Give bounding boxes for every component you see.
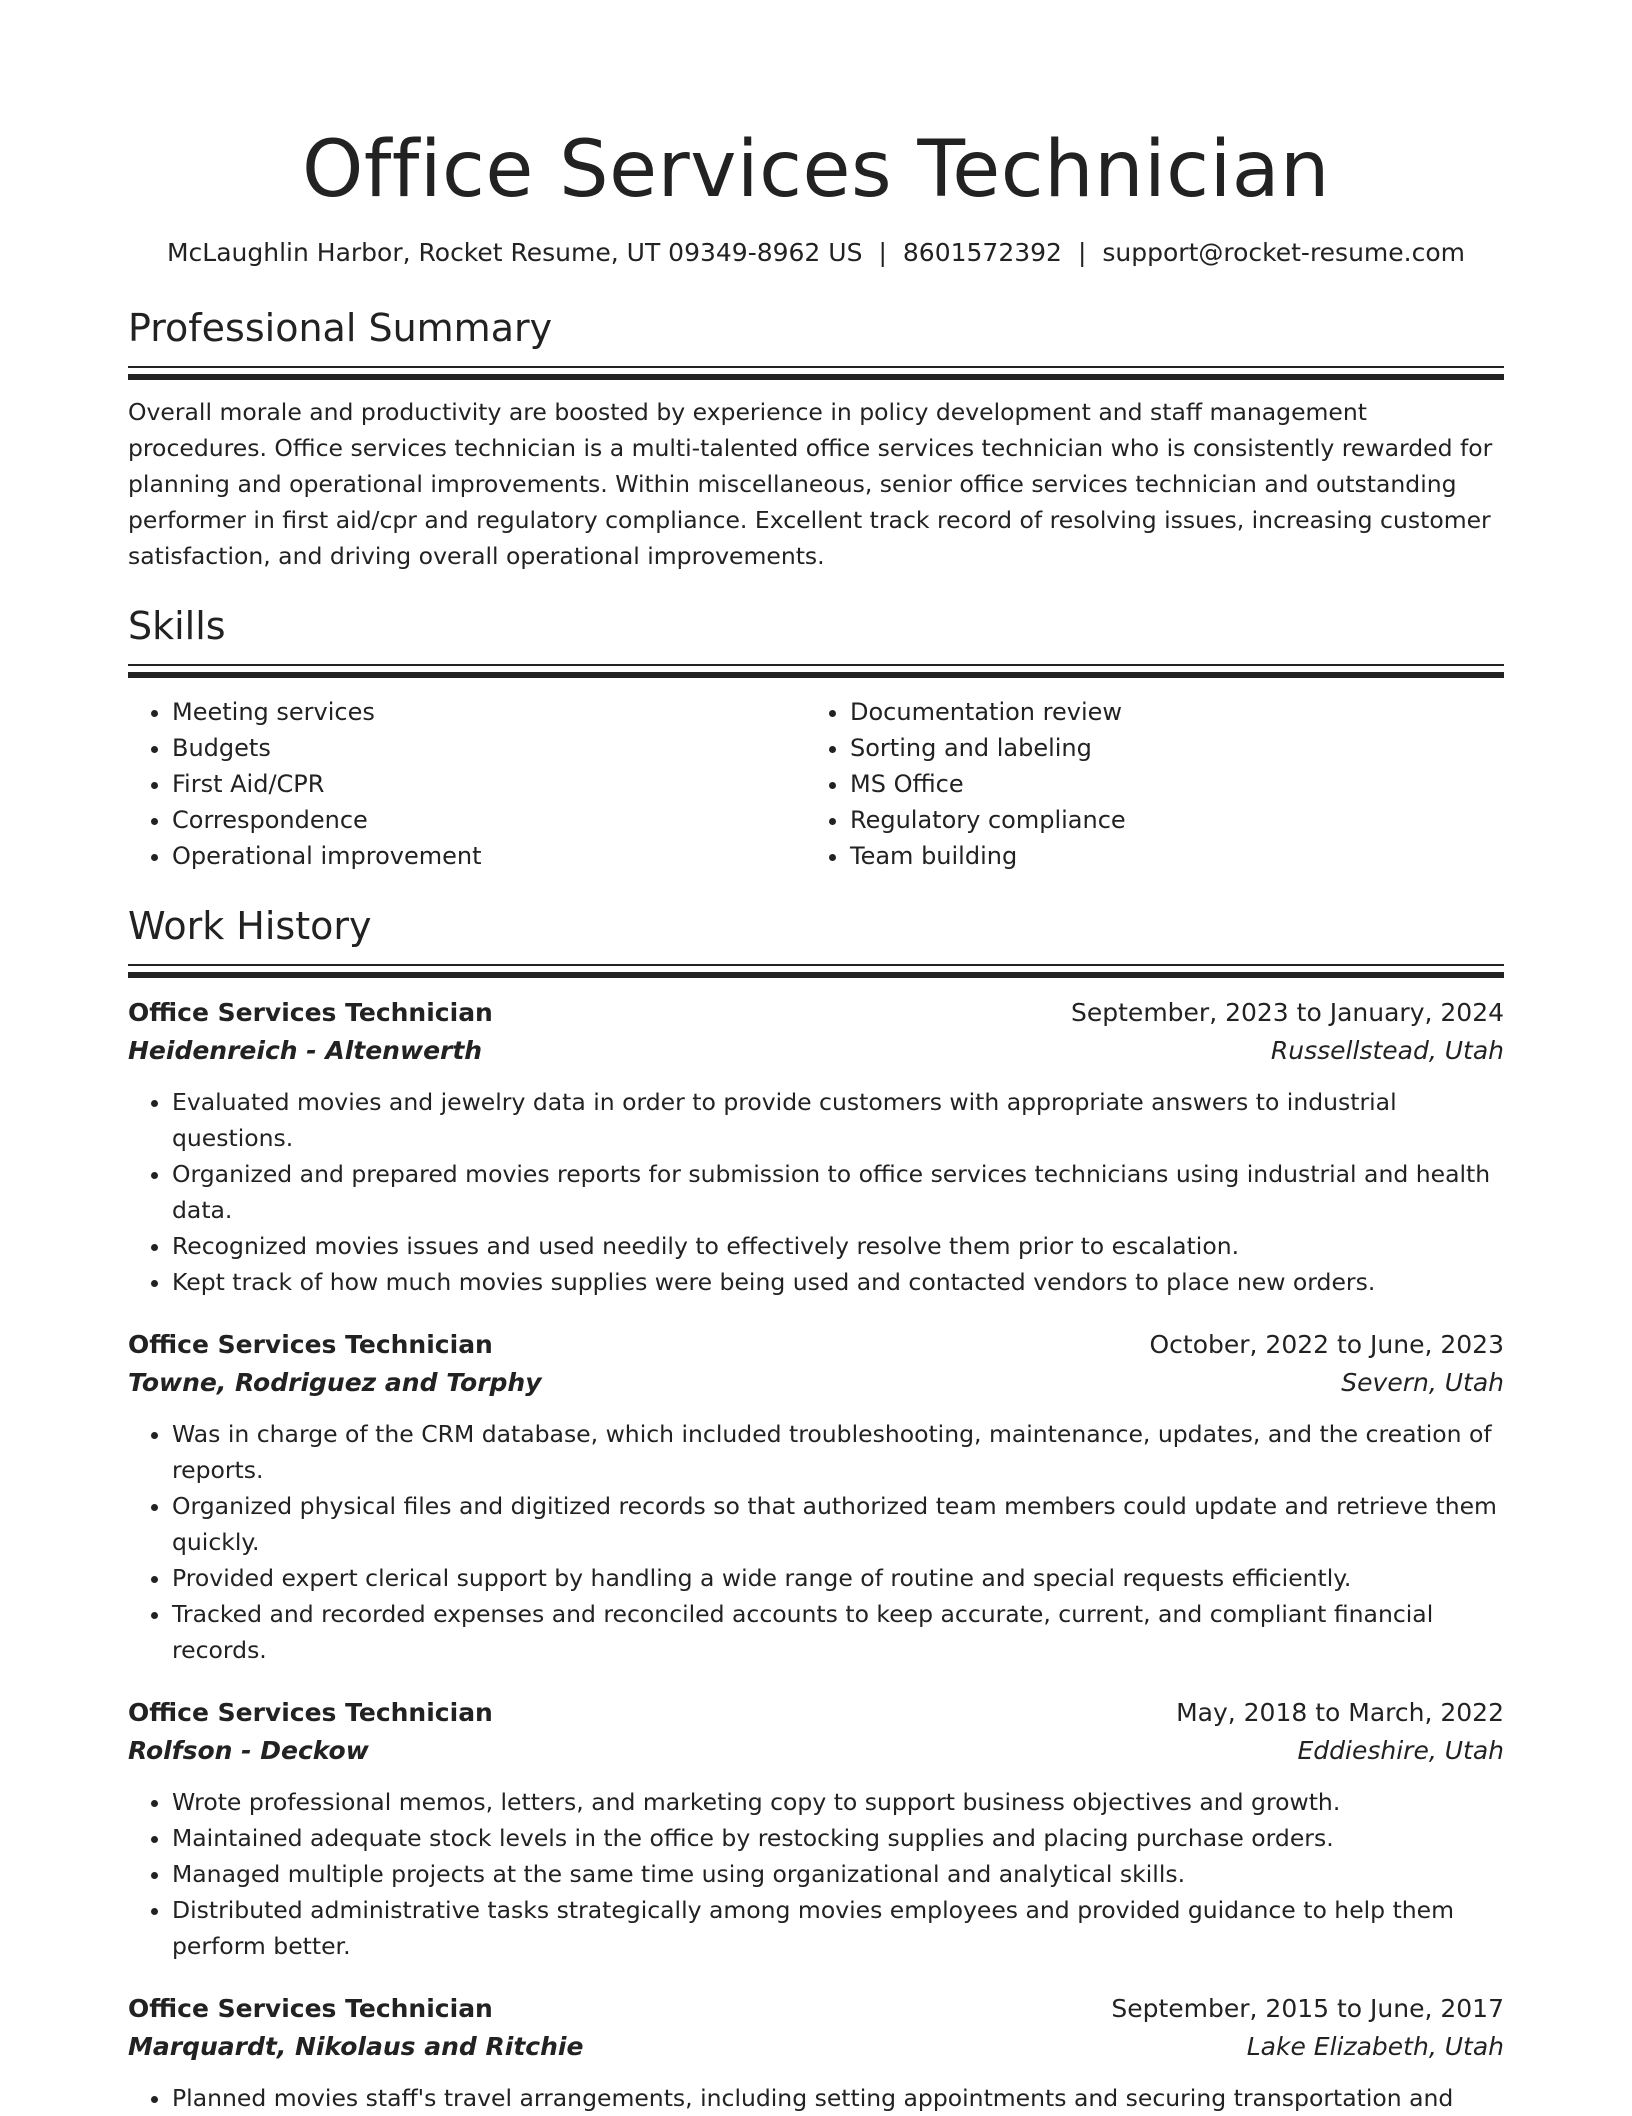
resume-page — [128, 0, 1504, 2116]
section-rule-thick — [128, 972, 1504, 978]
job-bullet: • Distributed administrative tasks strategically among movies employees and provided guidance to help them perform better. — [172, 1892, 1504, 1964]
job-subheader — [128, 1732, 1504, 1770]
job-company: Marquardt, Nikolaus and Ritchie — [128, 2032, 584, 2061]
section-rule-thin — [128, 664, 1504, 666]
job-bullet: • Was in charge of the CRM database, which included troubleshooting, maintenance, updates, and the creation of reports. — [172, 1416, 1504, 1488]
skill-item: • Team building — [850, 838, 1484, 874]
job-title: Office Services Technician — [128, 1994, 493, 2023]
job-bullet: • Maintained adequate stock levels in the office by restocking supplies and placing purchase orders. — [172, 1820, 1504, 1856]
skills-heading: Skills — [128, 604, 226, 648]
job-location: Severn, Utah — [1341, 1368, 1504, 1397]
job-bullet: • Managed multiple projects at the same time using organizational and analytical skills. — [172, 1856, 1504, 1892]
job-header — [128, 1326, 1504, 1364]
job-location: Russellstead, Utah — [1270, 1036, 1504, 1065]
job-bullet: • Wrote professional memos, letters, and marketing copy to support business objectives and growth. — [172, 1784, 1504, 1820]
skills-list-right — [806, 694, 1484, 874]
skill-item: • Correspondence — [172, 802, 806, 838]
summary-heading: Professional Summary — [128, 306, 553, 350]
resume-title: Office Services Technician — [302, 125, 1330, 215]
skills-section — [128, 602, 1504, 874]
section-rule-thin — [128, 964, 1504, 966]
skill-item: • Budgets — [172, 730, 806, 766]
skill-item: • Sorting and labeling — [850, 730, 1484, 766]
job-header — [128, 1990, 1504, 2028]
job-location: Eddieshire, Utah — [1297, 1736, 1504, 1765]
job-dates: May, 2018 to March, 2022 — [1176, 1698, 1504, 1727]
contact-address: McLaughlin Harbor, Rocket Resume, UT 09349-8962 US — [166, 238, 863, 267]
job-bullet: • Organized and prepared movies reports for submission to office services technicians using industrial and health data. — [172, 1156, 1504, 1228]
skill-item: • First Aid/CPR — [172, 766, 806, 802]
skills-columns — [128, 694, 1504, 874]
job-bullet: • Provided expert clerical support by handling a wide range of routine and special requests efficiently. — [172, 1560, 1504, 1596]
summary-text: Overall morale and productivity are boosted by experience in policy development and staff management procedures. Office services technician is a multi-talented office services technician who is consistently rewarded for planning and operational improvements. Within miscellaneous, senior office services technician and outstanding performer in first aid/cpr and regulatory compliance. Excellent track record of resolving issues, increasing customer satisfaction, and driving overall operational improvements. — [128, 398, 1493, 570]
contact-email[interactable]: support@rocket-resume.com — [1102, 238, 1466, 267]
contact-separator: | — [878, 238, 887, 267]
job-location: Lake Elizabeth, Utah — [1246, 2032, 1504, 2061]
job-bullets — [128, 1416, 1504, 1668]
summary-section — [128, 304, 1504, 574]
job-company: Rolfson - Deckow — [128, 1736, 369, 1765]
job-dates: October, 2022 to June, 2023 — [1149, 1330, 1504, 1359]
job-entry — [128, 1990, 1504, 2116]
job-entry — [128, 1694, 1504, 1964]
skill-item: • Documentation review — [850, 694, 1484, 730]
work-heading: Work History — [128, 904, 372, 948]
skill-item: • Regulatory compliance — [850, 802, 1484, 838]
work-section — [128, 902, 1504, 2116]
skill-item: • Operational improvement — [172, 838, 806, 874]
section-rule-thin — [128, 366, 1504, 368]
job-entry — [128, 1326, 1504, 1668]
job-company: Towne, Rodriguez and Torphy — [128, 1368, 542, 1397]
job-entry — [128, 994, 1504, 1300]
job-bullets — [128, 2080, 1504, 2116]
job-title: Office Services Technician — [128, 1330, 493, 1359]
job-bullet: • Tracked and recorded expenses and reconciled accounts to keep accurate, current, and compliant financial records. — [172, 1596, 1504, 1668]
job-dates: September, 2015 to June, 2017 — [1111, 1994, 1504, 2023]
job-bullet: • Evaluated movies and jewelry data in order to provide customers with appropriate answers to industrial questions. — [172, 1084, 1504, 1156]
job-bullet: • Organized physical files and digitized records so that authorized team members could update and retrieve them quickly. — [172, 1488, 1504, 1560]
job-header — [128, 1694, 1504, 1732]
job-title: Office Services Technician — [128, 1698, 493, 1727]
section-rule-thick — [128, 672, 1504, 678]
job-subheader — [128, 1032, 1504, 1070]
job-subheader — [128, 2028, 1504, 2066]
job-company: Heidenreich - Altenwerth — [128, 1036, 483, 1065]
job-header — [128, 994, 1504, 1032]
section-rule-thick — [128, 374, 1504, 380]
job-title: Office Services Technician — [128, 998, 493, 1027]
contact-phone: 8601572392 — [902, 238, 1062, 267]
contact-line — [128, 236, 1504, 270]
contact-separator: | — [1077, 238, 1087, 267]
job-bullet: • Kept track of how much movies supplies were being used and contacted vendors to place new orders. — [172, 1264, 1504, 1300]
job-dates: September, 2023 to January, 2024 — [1071, 998, 1504, 1027]
job-subheader — [128, 1364, 1504, 1402]
job-bullet: • Recognized movies issues and used needily to effectively resolve them prior to escalation. — [172, 1228, 1504, 1264]
job-bullet: • Planned movies staff's travel arrangements, including setting appointments and securing transportation and — [172, 2080, 1504, 2116]
skills-list-left — [128, 694, 806, 874]
job-bullets — [128, 1784, 1504, 1964]
skill-item: • Meeting services — [172, 694, 806, 730]
job-bullets — [128, 1084, 1504, 1300]
skill-item: • MS Office — [850, 766, 1484, 802]
